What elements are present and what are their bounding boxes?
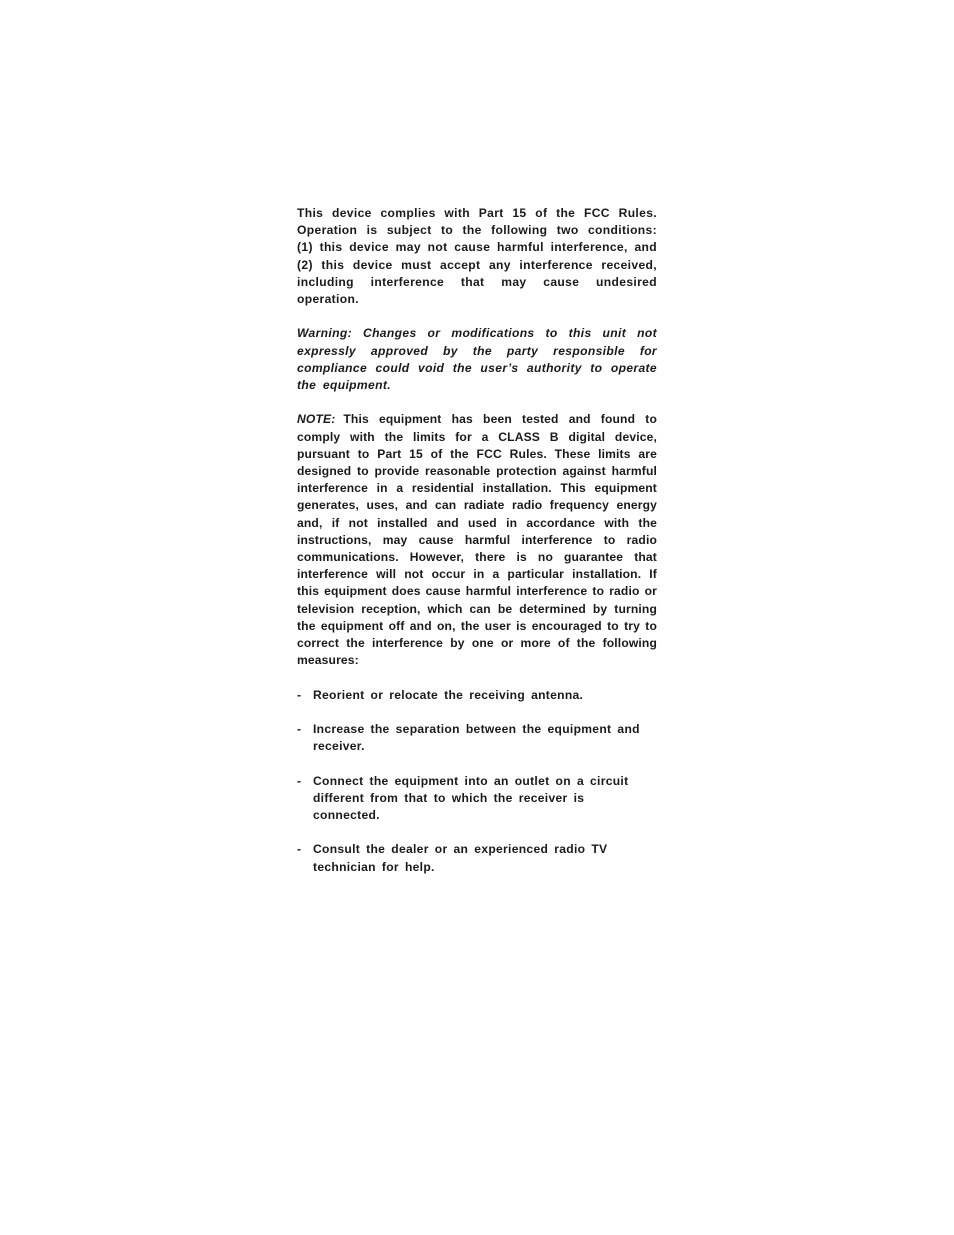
measure-text: Connect the equipment into an outlet on a circuit different from that to which the receiver is connected.	[313, 773, 629, 823]
measure-text: Consult the dealer or an experienced radio TV technician for help.	[313, 842, 608, 874]
fcc-compliance-statement	[297, 205, 657, 893]
list-item	[297, 721, 657, 755]
compliance-paragraph: This device complies with Part 15 of the FCC Rules. Operation is subject to the following two conditions: (1) this device may not cause harmful interference, and (2) this device must accept any interference received, including interference that may cause undesired operation.	[297, 206, 657, 307]
list-item	[297, 773, 657, 825]
note-paragraph	[297, 411, 657, 669]
list-item	[297, 687, 657, 704]
bullet-dash: -	[297, 842, 302, 857]
measures-list	[297, 687, 657, 876]
list-item	[297, 841, 657, 875]
bullet-dash: -	[297, 687, 302, 702]
measure-text: Increase the separation between the equipment and receiver.	[313, 722, 640, 754]
warning-paragraph: Warning: Changes or modifications to this unit not expressly approved by the party responsible for compliance could void the user’s authority to operate the equipment.	[297, 326, 657, 393]
note-text: This equipment has been tested and found to comply with the limits for a CLASS B digital device, pursuant to Part 15 of the FCC Rules. These limits are designed to provide reasonable protection against harmful interference in a residential installation. This equipment generates, uses, and can radiate radio frequency energy and, if not installed and used in accordance with the instructions, may cause harmful interference to radio communications. However, there is no guarantee that interference will not occur in a particular installation. If this equipment does cause harmful interference to radio or television reception, which can be determined by turning the equipment off and on, the user is encouraged to try to correct the interference by one or more of the following measures:	[297, 412, 657, 668]
bullet-dash: -	[297, 722, 302, 737]
bullet-dash: -	[297, 773, 302, 788]
note-label: NOTE:	[297, 412, 336, 427]
measure-text: Reorient or relocate the receiving antenna.	[313, 687, 584, 702]
